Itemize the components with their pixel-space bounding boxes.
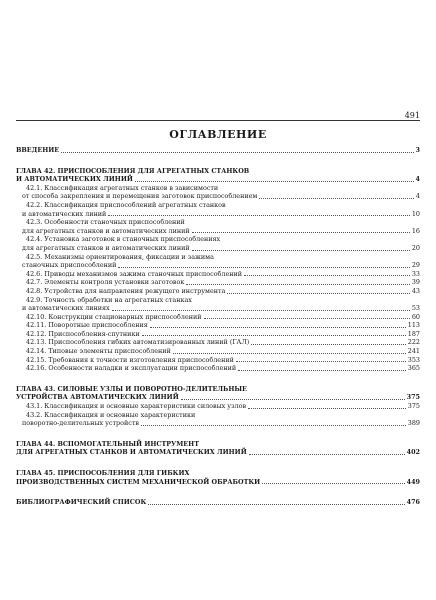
toc-s42-1[interactable]: от способа закрепления и перемещения заготовок приспособлением 4 (22, 192, 420, 201)
toc-ch43[interactable]: УСТРОЙСТВА АВТОМАТИЧЕСКИХ ЛИНИЙ 375 (16, 393, 420, 402)
toc-s42-9[interactable]: и автоматических линиях 53 (22, 304, 420, 313)
toc-s42-9-a: 42.9. Точность обработки на агрегатных станках (26, 295, 192, 304)
page-number: 491 (404, 111, 420, 120)
toc-s42-2[interactable]: и автоматических линий 10 (22, 209, 420, 218)
toc-s43-2-a: 43.2. Классификация и основные характеристики (26, 410, 196, 419)
toc-s42-6[interactable]: 42.6. Приводы механизмов зажима станочных приспособлений 33 (26, 269, 420, 278)
toc-s42-11[interactable]: 42.11. Поворотные приспособления 113 (26, 321, 420, 330)
toc-s42-10[interactable]: 42.10. Конструкции стационарных приспособлений 60 (26, 312, 420, 321)
toc-s42-3[interactable]: для агрегатных станков и автоматических линий 16 (22, 226, 420, 235)
toc-s42-7[interactable]: 42.7. Элементы контроля установки заготовок 39 (26, 278, 420, 287)
toc-s42-4-a: 42.4. Установка заготовок в станочных приспособлениях (26, 235, 221, 244)
toc-s42-13[interactable]: 42.13. Приспособления гибких автоматизированных линий (ГАЛ) 222 (26, 338, 420, 347)
toc-ch45-title: ГЛАВА 45. ПРИСПОСОБЛЕНИЯ ДЛЯ ГИБКИХ (16, 469, 190, 477)
page-title: ОГЛАВЛЕНИЕ (169, 128, 267, 141)
toc-s42-3-a: 42.3. Особенности станочных приспособлений (26, 218, 185, 227)
toc-s42-12[interactable]: 42.12. Приспособления-спутники 187 (26, 329, 420, 338)
toc-ch42-title: ГЛАВА 42. ПРИСПОСОБЛЕНИЯ ДЛЯ АГРЕГАТНЫХ СТАНКОВ (16, 166, 250, 175)
toc-intro[interactable]: ВВЕДЕНИЕ 3 (16, 146, 420, 154)
toc-s43-1[interactable]: 43.1. Классификация и основные характеристики силовых узлов 375 (26, 402, 420, 411)
header-rule (16, 120, 420, 121)
toc-ch43-title: ГЛАВА 43. СИЛОВЫЕ УЗЛЫ И ПОВОРОТНО-ДЕЛИТЕЛЬНЫЕ (16, 384, 247, 393)
toc-ch44[interactable]: ДЛЯ АГРЕГАТНЫХ СТАНКОВ И АВТОМАТИЧЕСКИХ ЛИНИЙ 402 (16, 448, 420, 457)
toc-s42-1-a: 42.1. Классификация агрегатных станков в зависимости (26, 183, 219, 192)
toc-s42-8[interactable]: 42.8. Устройства для направления режущего инструмента 43 (26, 286, 420, 295)
toc-s42-5-a: 42.5. Механизмы ориентирования, фиксации и зажима (26, 252, 214, 261)
toc-s42-4[interactable]: для агрегатных станков и автоматических линий 20 (22, 243, 420, 252)
toc-s42-2-a: 42.2. Классификация приспособлений агрегатных станков (26, 200, 226, 209)
toc-s43-2[interactable]: поворотно-делительных устройств 389 (22, 419, 420, 428)
toc-s42-14[interactable]: 42.14. Типовые элементы приспособлений 241 (26, 347, 420, 356)
toc-ch45[interactable]: ПРОИЗВОДСТВЕННЫХ СИСТЕМ МЕХАНИЧЕСКОЙ ОБРАБОТКИ 449 (16, 477, 420, 486)
table-of-contents (16, 146, 420, 507)
toc-s42-15[interactable]: 42.15. Требования к точности изготовления приспособлений 353 (26, 355, 420, 364)
toc-ch44-title: ГЛАВА 44. ВСПОМОГАТЕЛЬНЫЙ ИНСТРУМЕНТ (16, 439, 199, 448)
toc-ch42[interactable]: И АВТОМАТИЧЕСКИХ ЛИНИЙ 4 (16, 175, 420, 184)
toc-s42-5[interactable]: станочных приспособлений 29 (22, 261, 420, 270)
toc-s42-16[interactable]: 42.16. Особенности наладки и эксплуатации приспособлений 365 (26, 364, 420, 373)
toc-bibliography[interactable]: БИБЛИОГРАФИЧЕСКИЙ СПИСОК 476 (16, 498, 420, 507)
